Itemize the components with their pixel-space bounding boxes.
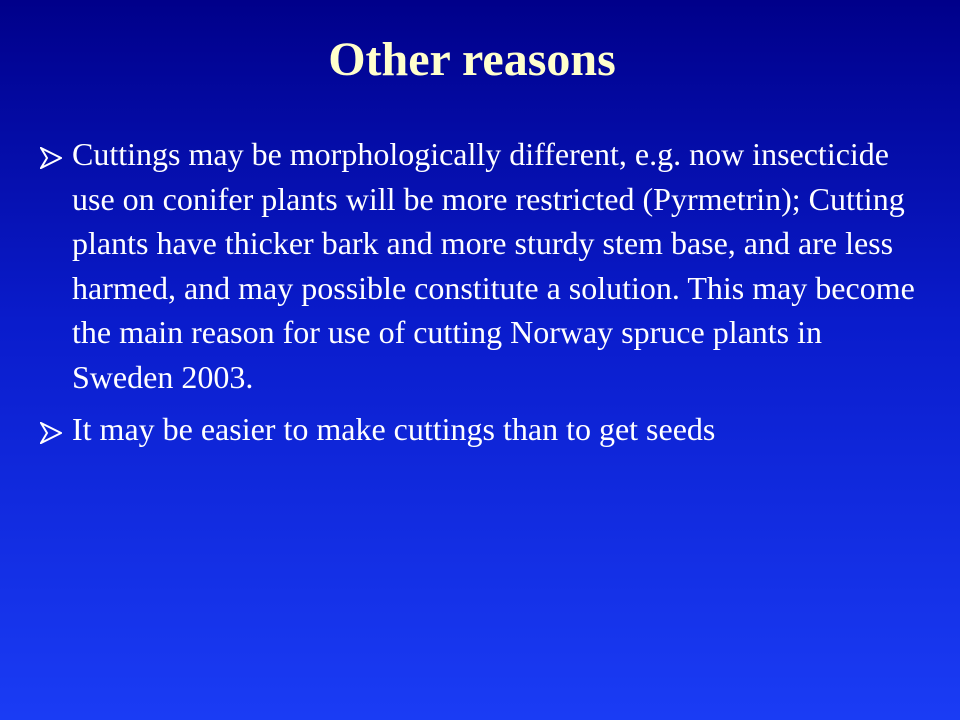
arrowhead-bullet-icon [40, 422, 62, 444]
bullet-item [40, 132, 920, 399]
bullet-text: It may be easier to make cuttings than to get seeds [72, 411, 716, 447]
bullet-list [40, 132, 920, 452]
bullet-text: Cuttings may be morphologically different, e.g. now insecticide use on conifer plants will be more restricted (Pyrmetrin); Cutting plants have thicker bark and more sturdy stem base, and are less harmed, and may possible constitute a solution. This may become the main reason for use of cutting Norway spruce plants in Sweden 2003. [72, 136, 915, 395]
arrowhead-bullet-icon [40, 147, 62, 169]
bullet-item [40, 407, 920, 452]
slide-title: Other reasons [328, 33, 616, 86]
